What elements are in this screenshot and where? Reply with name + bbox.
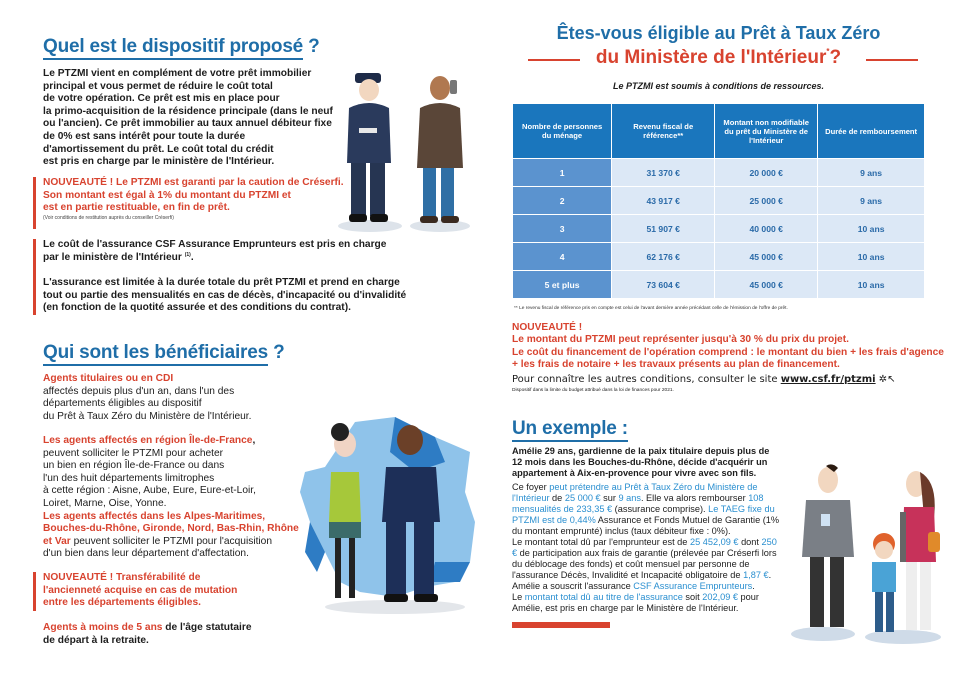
text-line: entre les départements éligibles. xyxy=(43,597,201,609)
table-row xyxy=(513,187,925,215)
accent-bar xyxy=(33,572,36,611)
section-title-text: Un exemple : xyxy=(512,418,628,442)
table-row xyxy=(513,243,925,271)
text-fragment: et Var xyxy=(43,535,71,547)
face xyxy=(397,425,423,455)
table-row xyxy=(513,215,925,243)
text-line: d'amortissement du prêt. Le coût total du crédit xyxy=(43,143,274,155)
text-line: Le montant du PTZMI peut représenter jusqu'à 30 % du prix du projet. xyxy=(512,334,849,346)
text-fragment: . Elle va alors rembourser xyxy=(640,493,749,503)
eligibility-table xyxy=(512,103,925,299)
face xyxy=(430,76,450,100)
text-line: NOUVEAUTÉ ! Le PTZMI est garanti par la caution de Créserfi. xyxy=(43,177,344,188)
text-line: de départ à la retraite. xyxy=(43,634,149,646)
section-title-beneficiaires xyxy=(43,342,285,364)
cell: 4 xyxy=(513,243,612,271)
site-text: Pour connaître les autres conditions, consulter le site xyxy=(512,374,781,385)
text-fragment: Agents à moins de 5 ans xyxy=(43,622,163,633)
leg xyxy=(875,592,883,632)
dispositif-intro xyxy=(43,68,343,169)
text-line: + les frais de notaire + les travaux présents au plan de financement. xyxy=(512,359,840,371)
text-fragment: Le TAEG fixe du PTZMI est de 0,44% xyxy=(512,504,775,525)
skirt xyxy=(329,522,361,538)
shadow xyxy=(338,220,402,232)
text-line: Son montant est égal à 1% du montant du PTZMI et xyxy=(43,189,291,201)
table-footnote: ** Le revenu fiscal de référence pris en compte est celui de l'avant dernière année précédant celle de l'émission de l'offre de prêt. xyxy=(514,306,788,311)
phone-icon xyxy=(450,80,457,94)
leg xyxy=(886,592,894,632)
site-line xyxy=(512,374,896,386)
shadow xyxy=(325,600,465,614)
question-mark: ? xyxy=(273,342,285,363)
text-line: Le coût de l'assurance CSF Assurance Emprunteurs est pris en charge xyxy=(43,239,387,250)
text-fragment: de l'âge statutaire xyxy=(162,622,252,633)
cell: 5 et plus xyxy=(513,271,612,299)
leg xyxy=(351,163,366,216)
accent-bar xyxy=(33,239,36,315)
shoe xyxy=(441,216,459,223)
shoe xyxy=(414,594,438,602)
text-fragment: de xyxy=(549,493,565,503)
leg xyxy=(920,562,931,630)
nouveaute-title: NOUVEAUTÉ ! xyxy=(512,322,583,333)
jeans xyxy=(441,168,454,218)
example-paragraph-3 xyxy=(512,581,784,592)
jeans xyxy=(423,168,436,218)
text-fragment: 108 mensualités de 233,35 € xyxy=(512,493,764,514)
text-line: du Prêt à Taux Zéro du Ministère de l'Intérieur. xyxy=(43,410,252,422)
shoe xyxy=(384,594,408,602)
text-fragment: Assurance et Fonds Mutuel de Garantie (1% du montant emprunté) inclus (taux débiteur fixe : 0%). xyxy=(512,515,780,536)
text-line: principal et vous permet de réduire le coût total xyxy=(43,80,273,92)
agents-idf: Les agents affectés en région Île-de-France, peuvent solliciter le PTZMI pour acheter un bien en région Île-de-France ou dans l'un des huit départements limitrophes à cette région : Aisne, Aube, Eure, Eure-et-Loir, Loiret, Marne, Oise, Yonne. Les agents affectés dans les Alpes-Maritimes, Bouches-du-Rhône, Gironde, Nord, Bas-Rhin, Rhône et Var peuvent solliciter le PTZMI pour l'acquisition d'un bien dans leur département d'affectation. xyxy=(43,435,303,561)
text-fragment: 9 ans xyxy=(618,493,641,503)
footnote-ref: (1) xyxy=(184,251,191,258)
cell: 3 xyxy=(513,215,612,243)
leg xyxy=(810,557,824,627)
table-row xyxy=(513,271,925,299)
leg xyxy=(370,163,385,216)
text-fragment: 1,87 € xyxy=(743,570,769,580)
text-fragment: peuvent solliciter le PTZMI pour l'acquisition xyxy=(70,535,273,547)
text-line: la primo-acquisition de la résidence principale (dans le neuf xyxy=(43,105,333,117)
leg xyxy=(349,538,355,598)
accent-bar xyxy=(33,177,36,229)
text-fragment: 250 € xyxy=(512,537,777,558)
table-header-row xyxy=(513,104,925,159)
text-line: d'un bien dans leur département d'affectation. xyxy=(43,548,249,560)
cell: 31 370 € xyxy=(612,159,715,187)
text-line: affectés depuis plus d'un an, dans l'un des xyxy=(43,385,235,397)
text-fragment: Ce foyer xyxy=(512,482,550,492)
title-text: du Ministère de l'Intérieur xyxy=(595,47,827,68)
text-line: (en fonction de la quotité assurée et des conditions du contrat). xyxy=(43,302,351,314)
decorative-red-bar xyxy=(512,622,610,628)
cell: 45 000 € xyxy=(715,271,818,299)
badge xyxy=(821,514,830,526)
table-row xyxy=(513,159,925,187)
text-line: Le coût du financement de l'opération comprend : le montant du bien + les frais d'agence xyxy=(512,346,944,358)
text-line: Les agents affectés dans les Alpes-Maritimes, xyxy=(43,510,266,522)
subtitle: Le PTZMI est soumis à conditions de ressources. xyxy=(612,81,825,91)
cell: 51 907 € xyxy=(612,215,715,243)
handbag xyxy=(928,532,940,552)
text-line: départements éligibles au dispositif xyxy=(43,398,202,410)
text-fragment: de participation aux frais de garantie (prélevée par Créserfi lors du déblocage des fonds) et coût mensuel par personne de l'assurance Décès, Invalidité et Incapacité obligatoire de xyxy=(512,548,777,580)
leg xyxy=(386,522,406,597)
question-mark: ? xyxy=(308,36,320,57)
main-title-line1: Êtes-vous éligible au Prêt à Taux Zéro xyxy=(556,23,881,43)
cell: 10 ans xyxy=(818,215,925,243)
shadow xyxy=(865,630,941,644)
text-fragment: 25 000 € xyxy=(564,493,601,503)
text-line: Le PTZMI vient en complément de votre prêt immobilier xyxy=(43,68,312,79)
face xyxy=(359,79,379,101)
cell: 10 ans xyxy=(818,271,925,299)
cell: 1 xyxy=(513,159,612,187)
region xyxy=(430,562,470,582)
section-title-exemple xyxy=(512,418,628,440)
cell: 40 000 € xyxy=(715,215,818,243)
text-line: Bouches-du-Rhône, Gironde, Nord, Bas-Rhin, Rhône xyxy=(43,523,299,535)
text-line: est pris en charge par le ministère de l'Intérieur. xyxy=(43,156,275,168)
leg xyxy=(906,562,917,630)
cell: 45 000 € xyxy=(715,243,818,271)
badge xyxy=(359,128,377,133)
main-title-line2 xyxy=(512,47,925,69)
cell: 9 ans xyxy=(818,187,925,215)
text-fragment: soit xyxy=(682,592,703,602)
idf-title: Les agents affectés en région Île-de-France xyxy=(43,435,253,446)
illustration-police-officers xyxy=(335,68,475,233)
text-line: Loiret, Marne, Oise, Yonne. xyxy=(43,497,167,509)
example-paragraph-1 xyxy=(512,482,784,537)
site-link[interactable]: www.csf.fr/ptzmi xyxy=(780,374,876,385)
section-title-text: Quel est le dispositif proposé xyxy=(43,36,303,60)
text-fragment: dont xyxy=(738,537,762,547)
cardigan xyxy=(900,512,906,562)
illustration-advisor-family xyxy=(788,462,943,647)
cell: 10 ans xyxy=(818,243,925,271)
shadow xyxy=(791,627,855,641)
nouveaute-caution xyxy=(43,177,343,222)
text-line: Amélie 29 ans, gardienne de la paix titulaire depuis plus de xyxy=(512,446,770,456)
text-fragment: 202,09 € xyxy=(702,592,738,602)
shadow xyxy=(410,220,470,232)
sweater xyxy=(329,472,361,522)
cell: 43 917 € xyxy=(612,187,715,215)
section-title-dispositif xyxy=(43,36,320,58)
example-paragraph-4 xyxy=(512,592,784,614)
shoe xyxy=(349,214,367,222)
text-fragment: peut prétendre au Prêt à Taux Zéro du Ministère de l'Intérieur xyxy=(512,482,758,503)
text-line: ou l'ancien). Ce prêt immobilier au taux annuel débiteur fixe xyxy=(43,118,332,130)
agents-cdi xyxy=(43,373,283,423)
agents-retraite xyxy=(43,622,283,647)
text-line: l'un des huit départements limitrophes xyxy=(43,472,215,484)
shoe xyxy=(420,216,438,223)
face xyxy=(875,541,893,559)
cell: 25 000 € xyxy=(715,187,818,215)
uniform xyxy=(382,467,440,522)
leg xyxy=(830,557,844,627)
example-text xyxy=(512,446,784,628)
assurance-text: Le coût de l'assurance CSF Assurance Emprunteurs est pris en charge par le ministère de l'Intérieur $^{(1)}$. xyxy=(43,239,393,264)
text-fragment: Le montant total dû par l'emprunteur est de xyxy=(512,537,690,547)
header-revenu: Revenu fiscal de référence** xyxy=(612,104,715,159)
cell: 73 604 € xyxy=(612,271,715,299)
budget-note: Dispositif dans la limite du budget attribué dans la loi de finances pour 2021. xyxy=(512,388,674,393)
text-fragment: sur xyxy=(600,493,619,503)
text-fragment: 25 452,09 € xyxy=(689,537,739,547)
text-line: appartement à Aix-en-provence pour vivre avec son fils. xyxy=(512,468,757,478)
jacket xyxy=(417,103,463,168)
text-line: de 0% est sans intérêt pour toute la durée xyxy=(43,130,246,142)
text-fragment: . xyxy=(768,570,772,580)
text-line: NOUVEAUTÉ ! Transférabilité de xyxy=(43,572,201,583)
agents-cdi-title: Agents titulaires ou en CDI xyxy=(43,373,174,384)
text-line: par le ministère de l'Intérieur xyxy=(43,251,182,263)
example-paragraph-2 xyxy=(512,537,784,581)
header-duree: Durée de remboursement xyxy=(818,104,925,159)
leg xyxy=(414,522,434,597)
suit-jacket xyxy=(802,500,854,557)
illustration-france-map xyxy=(295,412,480,622)
text-fragment: (assurance comprise). xyxy=(612,504,709,514)
limite-text xyxy=(43,277,407,315)
question-mark: ? xyxy=(829,47,842,68)
text-fragment: . xyxy=(752,581,755,591)
hair xyxy=(331,423,349,441)
text-fragment: Le xyxy=(512,592,525,602)
nouveaute-transfer xyxy=(43,572,283,610)
text-fragment: Amélie a souscrit l'assurance xyxy=(512,581,634,591)
section-title-text: Qui sont les bénéficiaires xyxy=(43,342,268,366)
header-nombre: Nombre de personnes du ménage xyxy=(513,104,612,159)
text-fragment: montant total dû au titre de l'assurance xyxy=(524,592,683,602)
restitution-note: (Voir conditions de restitution auprès du conseiller Créserfi) xyxy=(43,214,174,221)
cell: 62 176 € xyxy=(612,243,715,271)
text-line: de votre opération. Ce prêt est mis en place pour xyxy=(43,93,280,105)
text-line: tout ou partie des mensualités en cas de décès, d'incapacité ou d'invalidité xyxy=(43,289,407,301)
nouveaute-right xyxy=(512,322,942,372)
text-line: à cette région : Aisne, Aube, Eure, Eure-et-Loir, xyxy=(43,485,256,497)
text-line: l'ancienneté acquise en cas de mutation xyxy=(43,584,238,596)
cursor-click-icon: ✲↖ xyxy=(878,374,896,385)
text-line: L'assurance est limitée à la durée totale du prêt PTZMI et prend en charge xyxy=(43,277,400,288)
cell: 9 ans xyxy=(818,159,925,187)
text-fragment: CSF Assurance Emprunteurs xyxy=(633,581,753,591)
leg xyxy=(335,538,341,598)
text-line: un bien en région Île-de-France ou dans xyxy=(43,460,225,472)
shoe xyxy=(370,214,388,222)
text-line: est en partie restituable, en fin de prêt. xyxy=(43,202,230,214)
cell: 20 000 € xyxy=(715,159,818,187)
text-line: 12 mois dans les Bouches-du-Rhône, décide d'acquérir un xyxy=(512,457,768,467)
shirt xyxy=(872,562,896,592)
text-line: peuvent solliciter le PTZMI pour acheter xyxy=(43,447,224,459)
footnote-star: * xyxy=(826,47,830,56)
text-fragment: pour Amélie, est pris en charge par le Ministère de l'Intérieur. xyxy=(512,592,759,613)
header-montant: Montant non modifiable du prêt du Ministère de l'Intérieur xyxy=(715,104,818,159)
cell: 2 xyxy=(513,187,612,215)
